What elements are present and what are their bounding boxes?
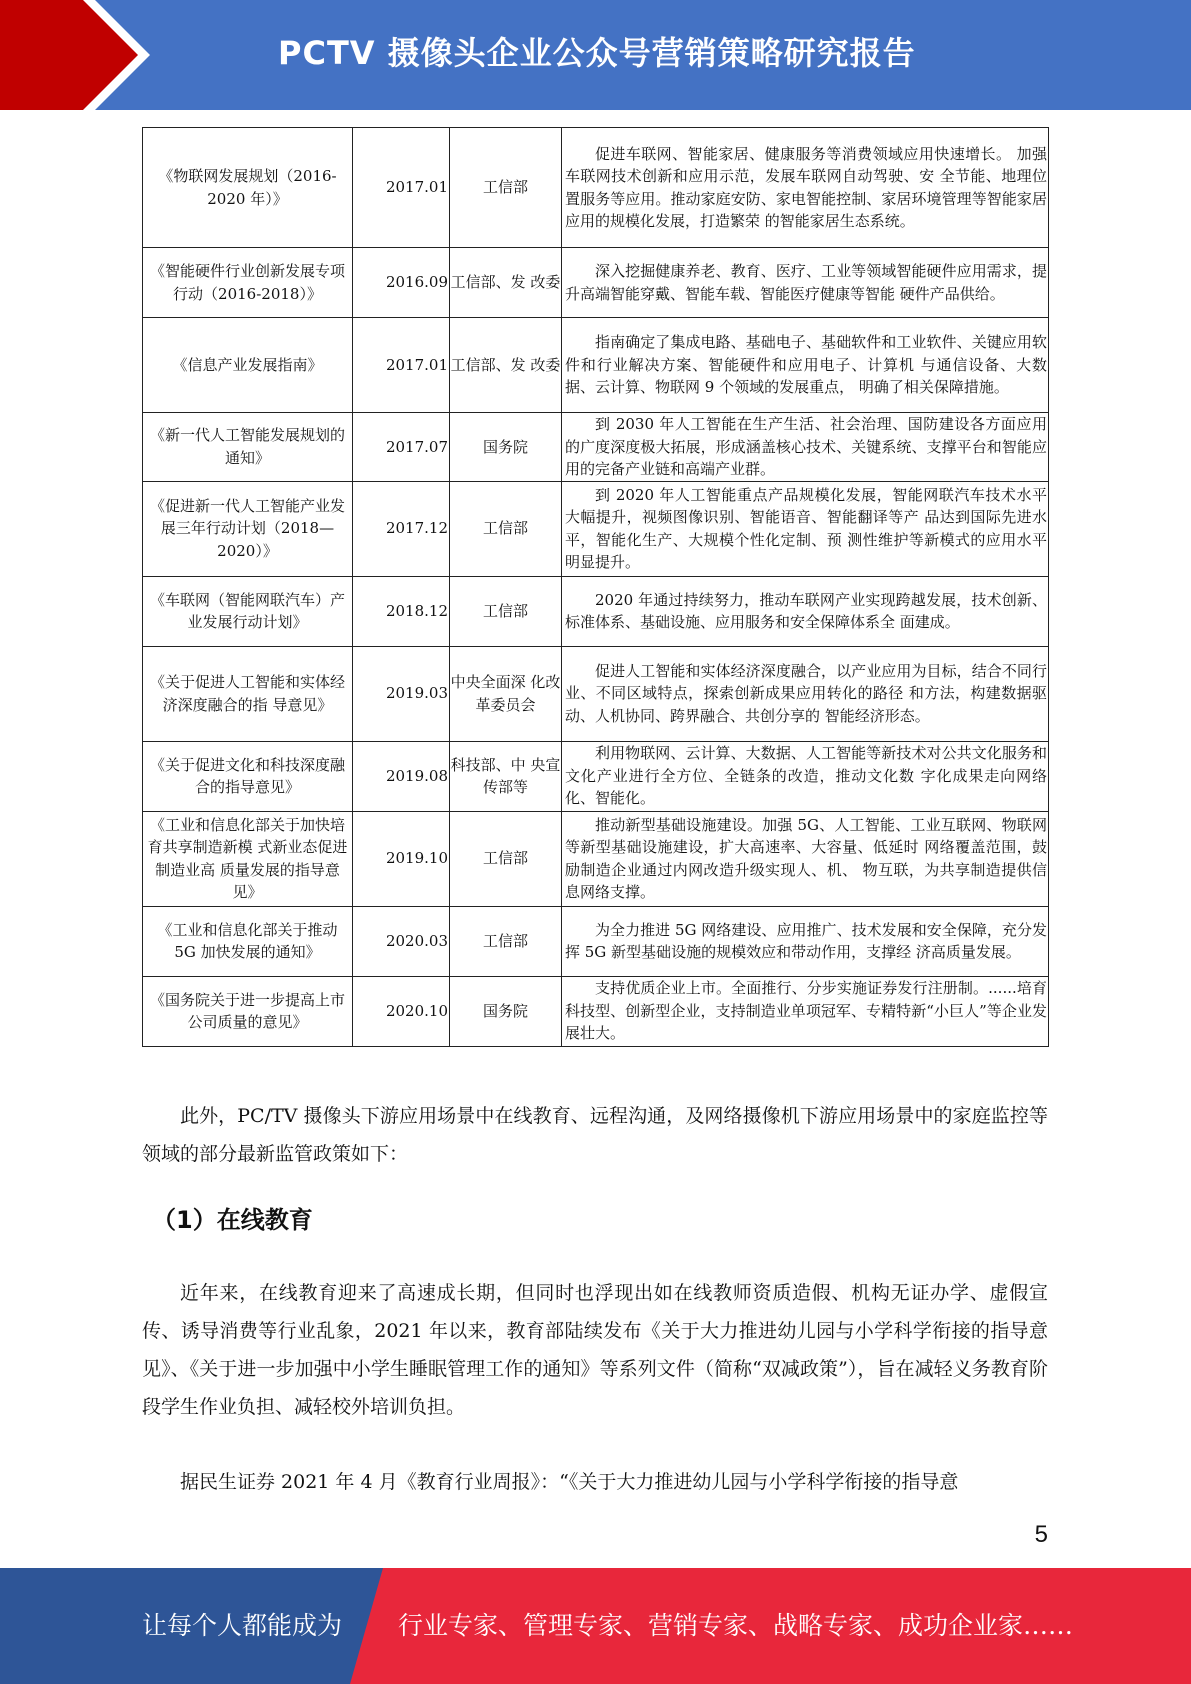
table-row [143, 646, 1049, 741]
policy-date-cell: 2019.03 [353, 646, 450, 741]
policy-content-cell: 推动新型基础设施建设。加强 5G、人工智能、工业互联网、物联网等新型基础设施建设，扩大高速率、大容量、低延时 网络覆盖范围，鼓励制造企业通过内网改造升级实现人、机、 物互联，为共享制造提供信息网络支撑。 [562, 811, 1049, 906]
table-row [143, 413, 1049, 482]
table-row [143, 906, 1049, 976]
policy-date-cell: 2017.12 [353, 481, 450, 576]
policy-dept-cell: 工信部 [450, 811, 562, 906]
policy-date-cell: 2020.03 [353, 906, 450, 976]
policy-dept-cell: 工信部 [450, 906, 562, 976]
policy-name-cell: 《物联网发展规划（2016-2020 年）》 [143, 128, 353, 248]
policy-dept-cell: 国务院 [450, 413, 562, 482]
policy-content-cell: 指南确定了集成电路、基础电子、基础软件和工业软件、关键应用软件和行业解决方案、智能硬件和应用电子、计算机 与通信设备、大数据、云计算、物联网 9 个领域的发展重点， 明确了相关保障措施。 [562, 318, 1049, 413]
policy-content-cell: 到 2020 年人工智能重点产品规模化发展，智能网联汽车技术水平大幅提升，视频图像识别、智能语音、智能翻译等产 品达到国际先进水平，智能化生产、大规模个性化定制、预 测性维护等新模式的应用水平明显提升。 [562, 481, 1049, 576]
table-row [143, 811, 1049, 906]
policy-content-cell: 为全力推进 5G 网络建设、应用推广、技术发展和安全保障，充分发挥 5G 新型基础设施的规模效应和带动作用，支撑经 济高质量发展。 [562, 906, 1049, 976]
policy-table [142, 127, 1049, 1047]
footer-slogan-right: 行业专家、管理专家、营销专家、战略专家、成功企业家…… [398, 1611, 1074, 1640]
policy-date-cell: 2019.08 [353, 741, 450, 811]
policy-name-cell: 《信息产业发展指南》 [143, 318, 353, 413]
policy-content-cell: 支持优质企业上市。全面推行、分步实施证券发行注册制。......培育科技型、创新型企业，支持制造业单项冠军、专精特新“小巨人”等企业发展壮大。 [562, 976, 1049, 1046]
page-number: 5 [1034, 1521, 1048, 1548]
policy-name-cell: 《促进新一代人工智能产业发展三年行动计划（2018—2020）》 [143, 481, 353, 576]
policy-content-cell: 到 2030 年人工智能在生产生活、社会治理、国防建设各方面应用的广度深度极大拓展，形成涵盖核心技术、关键系统、支撑平台和智能应用的完备产业链和高端产业群。 [562, 413, 1049, 482]
report-title: PCTV 摄像头企业公众号营销策略研究报告 [278, 34, 916, 72]
policy-date-cell: 2020.10 [353, 976, 450, 1046]
policy-dept-cell: 工信部 [450, 128, 562, 248]
intro-paragraph: 此外，PC/TV 摄像头下游应用场景中在线教育、远程沟通，及网络摄像机下游应用场景中的家庭监控等领域的部分最新监管政策如下： [142, 1105, 1048, 1165]
table-row [143, 976, 1049, 1046]
policy-date-cell: 2019.10 [353, 811, 450, 906]
table-row [143, 128, 1049, 248]
policy-dept-cell: 国务院 [450, 976, 562, 1046]
page-footer [0, 1568, 1191, 1684]
policy-name-cell: 《关于促进文化和科技深度融合的指导意见》 [143, 741, 353, 811]
policy-name-cell: 《工业和信息化部关于加快培育共享制造新模 式新业态促进制造业高 质量发展的指导意见》 [143, 811, 353, 906]
policy-date-cell: 2017.01 [353, 128, 450, 248]
policy-content-cell: 2020 年通过持续努力，推动车联网产业实现跨越发展，技术创新、标准体系、基础设施、应用服务和安全保障体系全 面建成。 [562, 576, 1049, 646]
policy-date-cell: 2017.07 [353, 413, 450, 482]
table-row [143, 248, 1049, 318]
table-row [143, 741, 1049, 811]
online-education-paragraph: 近年来，在线教育迎来了高速成长期，但同时也浮现出如在线教师资质造假、机构无证办学、虚假宣传、诱导消费等行业乱象，2021 年以来，教育部陆续发布《关于大力推进幼儿园与小学科学衔接的指导意见》、《关于进一步加强中小学生睡眠管理工作的通知》等系列文件（简称“双减政策”），旨在减轻义务教育阶段学生作业负担、减轻校外培训负担。 [142, 1282, 1048, 1418]
policy-content-cell: 促进人工智能和实体经济深度融合，以产业应用为目标，结合不同行业、不同区域特点，探索创新成果应用转化的路径 和方法，构建数据驱动、人机协同、跨界融合、共创分享的 智能经济形态。 [562, 646, 1049, 741]
policy-name-cell: 《新一代人工智能发展规划的通知》 [143, 413, 353, 482]
policy-date-cell: 2017.01 [353, 318, 450, 413]
policy-name-cell: 《工业和信息化部关于推动 5G 加快发展的通知》 [143, 906, 353, 976]
policy-content-cell: 深入挖掘健康养老、教育、医疗、工业等领域智能硬件应用需求，提升高端智能穿戴、智能车载、智能医疗健康等智能 硬件产品供给。 [562, 248, 1049, 318]
page-header [0, 0, 1191, 110]
policy-dept-cell: 中央全面深 化改革委员会 [450, 646, 562, 741]
policy-name-cell: 《关于促进人工智能和实体经济深度融合的指 导意见》 [143, 646, 353, 741]
table-row [143, 318, 1049, 413]
policy-content-cell: 利用物联网、云计算、大数据、人工智能等新技术对公共文化服务和文化产业进行全方位、全链条的改造，推动文化数 字化成果走向网络化、智能化。 [562, 741, 1049, 811]
policy-date-cell: 2018.12 [353, 576, 450, 646]
policy-dept-cell: 工信部、发 改委 [450, 318, 562, 413]
policy-dept-cell: 工信部 [450, 576, 562, 646]
policy-content-cell: 促进车联网、智能家居、健康服务等消费领域应用快速增长。 加强车联网技术创新和应用示范，发展车联网自动驾驶、安 全节能、地理位置服务等应用。推动家庭安防、家电智能控制、家居环境管理等智能家居应用的规模化发展，打造繁荣 的智能家居生态系统。 [562, 128, 1049, 248]
policy-dept-cell: 工信部、发 改委 [450, 248, 562, 318]
table-row [143, 576, 1049, 646]
table-row [143, 481, 1049, 576]
section-heading-online-education: （1）在线教育 [152, 1206, 313, 1234]
policy-date-cell: 2016.09 [353, 248, 450, 318]
policy-name-cell: 《车联网（智能网联汽车）产业发展行动计划》 [143, 576, 353, 646]
policy-dept-cell: 科技部、中 央宣传部等 [450, 741, 562, 811]
policy-name-cell: 《国务院关于进一步提高上市公司质量的意见》 [143, 976, 353, 1046]
header-arrow-decoration [0, 0, 150, 110]
policy-dept-cell: 工信部 [450, 481, 562, 576]
policy-name-cell: 《智能硬件行业创新发展专项行动（2016-2018）》 [143, 248, 353, 318]
footer-slogan-left: 让每个人都能成为 [142, 1611, 343, 1640]
quote-paragraph: 据民生证券 2021 年 4 月《教育行业周报》：“《关于大力推进幼儿园与小学科学衔接的指导意 [180, 1471, 959, 1493]
